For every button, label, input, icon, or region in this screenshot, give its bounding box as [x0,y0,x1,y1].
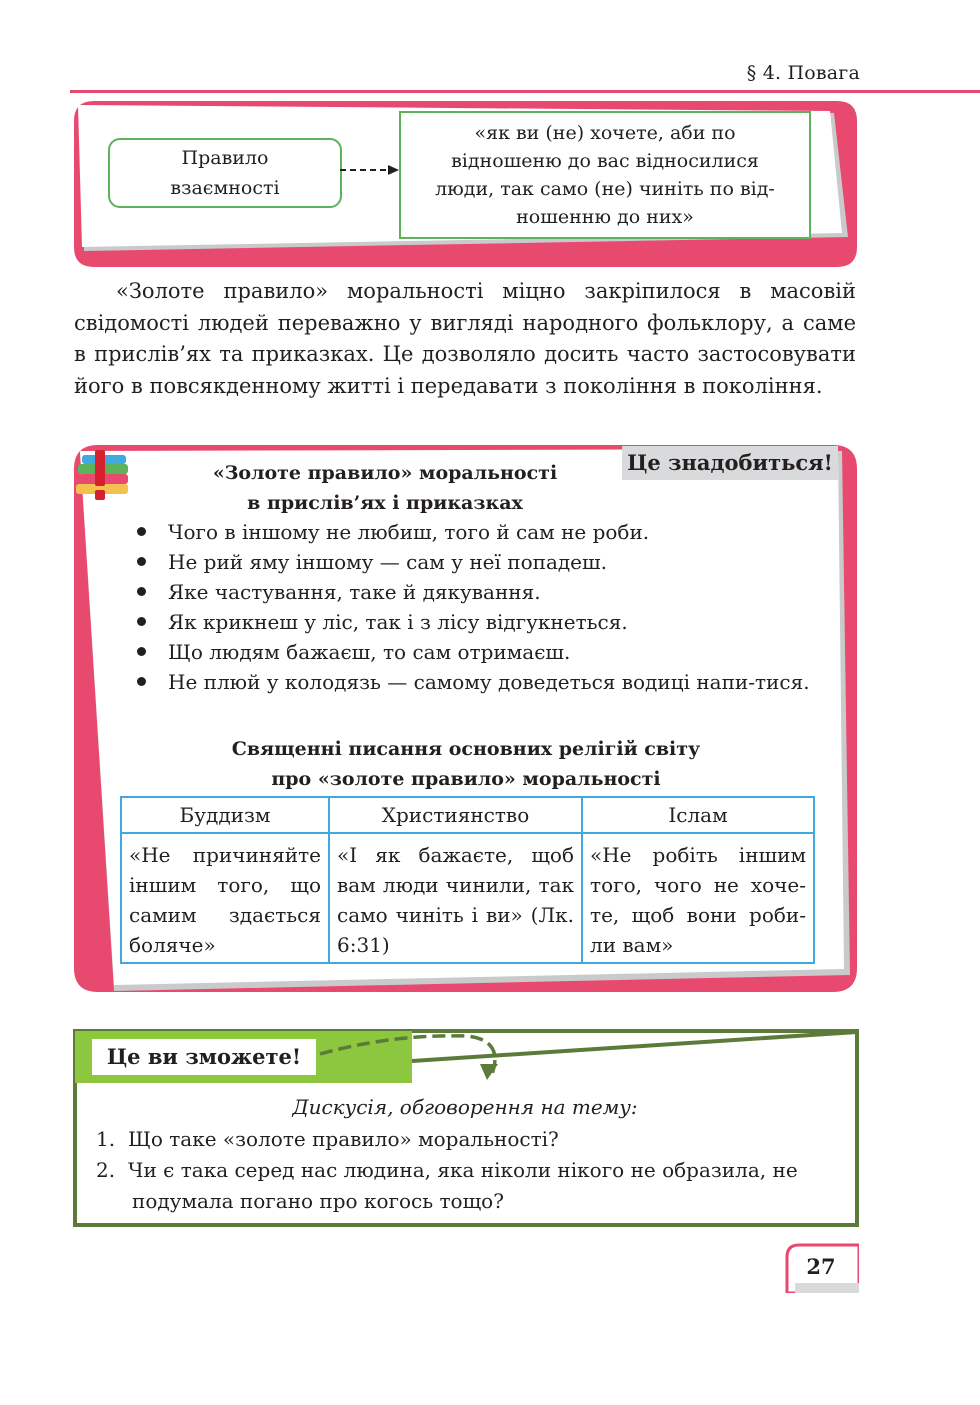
list-item: Не плюй у колодязь — самому доведеться водиці напи-тися. [128,667,812,697]
table-header-cell: Іслам [582,797,814,833]
religions-title [120,734,812,794]
religions-title-line: про «золоте правило» моральності [271,768,661,790]
question-text: Чи є така серед нас людина, яка ніколи нікого не образила, не подумала погано про когось тощо? [128,1158,798,1213]
list-item [96,1124,841,1155]
table-row [121,833,814,963]
header-rule [70,90,980,93]
body-paragraph: «Золоте правило» моральності міцно закріпилося в масовій свідомості людей переважно у вигляді народного фольклору, а саме в прислів’ях та приказках. Це дозволяло досить часто застосовувати його в повсякденному житті і передавати з покоління в покоління. [74,279,856,398]
rule-quote-line: ношенню до них» [516,206,694,228]
list-item: Не рий яму іншому — сам у неї попадеш. [128,547,812,577]
rule-quote-line: «як ви (не) хочете, аби по [474,122,736,144]
table-cell: «І як бажаєте, щоб вам люди чинили, так само чиніть і ви» (Лк. 6:31) [329,833,582,963]
rule-quote-line: відношеню до вас відносилися [451,150,759,172]
proverbs-title-line: «Золоте правило» моральності [212,462,558,484]
table-cell: «Не робіть іншим того, чого не хоче-те, щоб вони роби-ли вам» [582,833,814,963]
rule-quote-line: люди, так само (не) чиніть по від- [435,178,775,200]
religions-table [120,796,815,964]
proverbs-list [128,517,812,697]
list-item: Як крикнеш у ліс, так і з лісу відгукнеться. [128,607,812,637]
rule-label-line: взаємності [170,177,280,199]
list-item: Яке частування, таке й дякування. [128,577,812,607]
dashed-arrow-icon [338,162,400,178]
books-exclamation-icon [74,450,136,502]
rule-quote-box [399,111,811,239]
list-item: Чого в іншому не любиш, того й сам не роби. [128,517,812,547]
question-number: 1. [96,1127,116,1151]
questions-list [96,1124,841,1217]
running-header: § 4. Повага [746,62,860,84]
rule-label-line: Правило [181,147,269,169]
useful-badge: Це знадобиться! [622,446,838,480]
proverbs-title-line: в прислів’ях і приказках [247,492,523,514]
discussion-title: Дискусія, обговорення на тему: [292,1095,638,1119]
list-item: Що людям бажаєш, то сам отримаєш. [128,637,812,667]
proverbs-title [140,458,630,518]
question-number: 2. [96,1158,116,1182]
table-header-cell: Буддизм [121,797,329,833]
table-cell: «Не причиняйте іншим того, що самим здається боляче» [121,833,329,963]
question-text: Що таке «золоте правило» моральності? [128,1127,559,1151]
rule-label-box [108,138,342,208]
list-item [96,1155,841,1217]
task-label: Це ви зможете! [92,1039,316,1075]
page-number: 27 [806,1254,836,1279]
table-header-row [121,797,814,833]
religions-title-line: Священні писання основних релігій світу [231,738,701,760]
table-header-cell: Християнство [329,797,582,833]
